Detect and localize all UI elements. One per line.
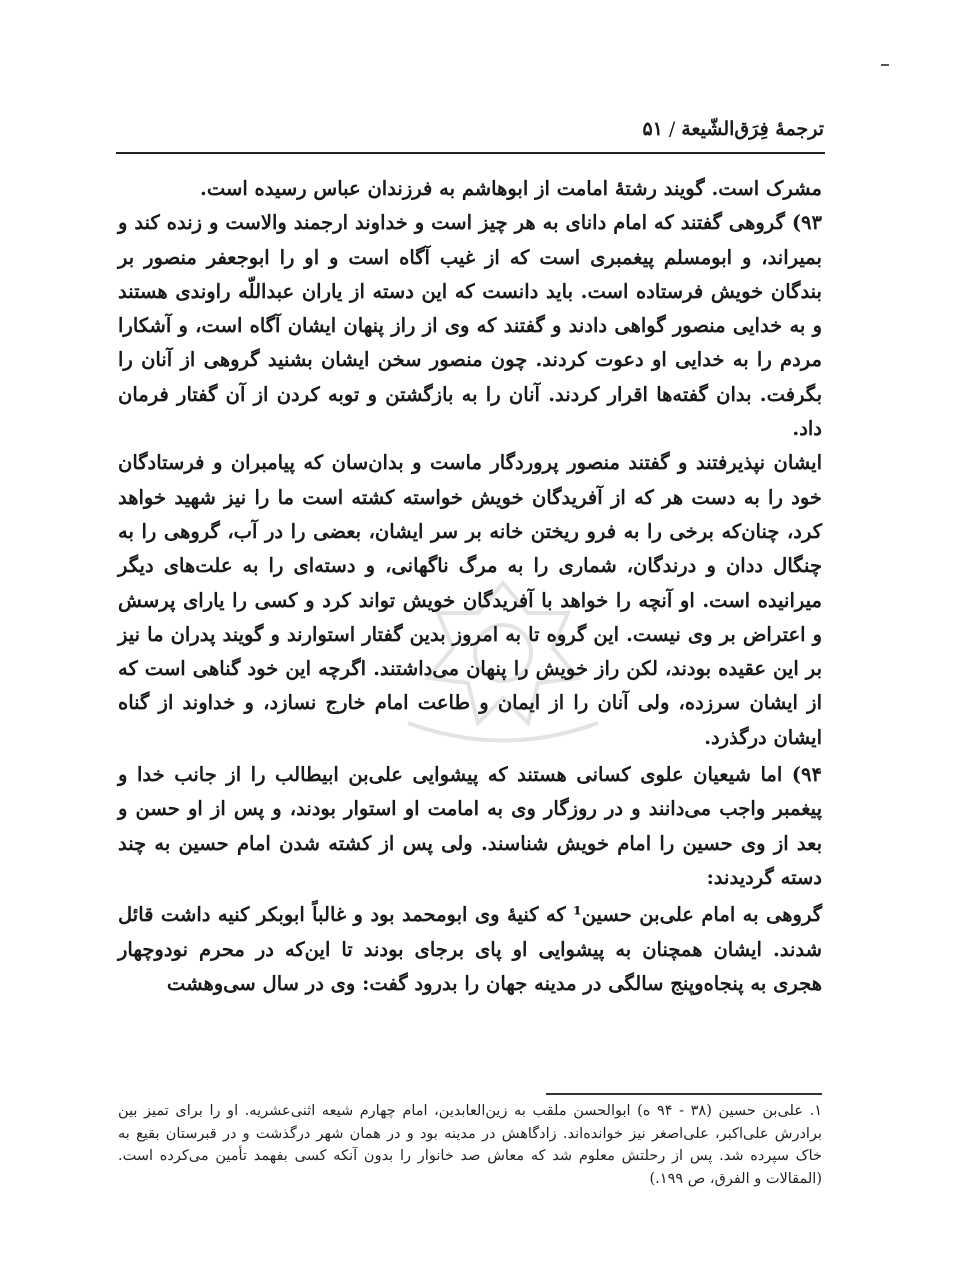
scan-mark	[881, 64, 889, 66]
paragraph: ۹۳) گروهی گفتند که امام دانای به هر چیز است و خداوند ارجمند والاست و زنده کند و بمیراند، و ابومسلم پیغمبری است که از غیب آگاه است و او را ابوجعفر منصور بر بندگان خویش فرستاده است. باید دانست که این دسته از یاران عبداللّه راوندی هستند و به خدایی منصور گواهی دادند و گفتند که وی از راز پنهان ایشان آگاه است، و آشکارا مردم را به خدایی او دعوت کردند. چون منصور سخن ایشان بشنید گروهی از آنان را بگرفت. بدان گفته‌ها اقرار کردند. آنان را به بازگشتن و توبه کردن از آن گفتار فرمان داد.	[118, 211, 822, 441]
header-separator: /	[668, 118, 676, 140]
footnote	[118, 1100, 822, 1190]
header-rule	[116, 152, 825, 154]
footnote-rule	[546, 1093, 822, 1095]
page-header	[132, 118, 824, 150]
page-number: ۵۱	[642, 118, 663, 140]
paragraph: مشرک است. گویند رشتهٔ امامت از ابوهاشم به فرزندان عباس رسیده است.	[200, 177, 822, 200]
footnote-text: ۱. علی‌بن حسین (۳۸ - ۹۴ ه) ابوالحسن ملقب به زین‌العابدین، امام چهارم شیعه اثنی‌عشریه. او را برای تمیز بین برادرش علی‌اکبر، علی‌اصغر نیز خوانده‌اند. زادگاهش در مدینه بود و در همان شهر درگذشت و در قبرستان بقیع به خاک سپرده شد. پس از رحلتش معلوم شد که معاش صد خانوار را بدون آنکه کسی بفهمد تأمین می‌کرده است. (المقالات و الفرق، ص ۱۹۹.)	[118, 1103, 822, 1187]
main-text	[118, 172, 822, 1001]
paragraph: ایشان نپذیرفتند و گفتند منصور پروردگار ماست و بدان‌سان که پیامبران و فرستادگان خود را به دست هر که از آفریدگان خویش خواسته کشته است ما را نیز شهید خواهد کرد، چنان‌که برخی را به فرو ریختن خانه بر سر ایشان، بعضی را در آب، گروهی را به چنگال ددان و درندگان، شماری را به مرگ ناگهانی، و دسته‌ای را به علت‌های دیگر میرانیده است. او آنچه را خواهد با آفریدگان خویش تواند کرد و کسی را یارای پرسش و اعتراض بر وی نیست. این گروه تا به امروز بدین گفتار استوارند و گویند پدران ما نیز بر این عقیده بودند، لکن راز خویش را پنهان می‌داشتند. اگرچه این خود گناهی است که از ایشان سرزده، ولی آنان را از ایمان و طاعت امام خارج نسازد، و خداوند از گناه ایشان درگذرد.	[118, 451, 822, 749]
book-title: ترجمهٔ فِرَق‌الشّیعة	[681, 118, 824, 140]
paragraph: ۹۴) اما شیعیان علوی کسانی هستند که پیشوایی علی‌بن ابیطالب را از جانب خدا و پیغمبر واجب می‌دانند و در روزگار وی به امامت او استوار بودند، و پس از او حسن و بعد از وی حسین را امام خویش شناسند. ولی پس از کشته شدن امام حسین به چند دسته گردیدند:	[118, 763, 822, 889]
paragraph: گروهی به امام علی‌بن حسین¹ که کنیهٔ وی ابومحمد بود و غالباً ابوبکر کنیه داشت قائل شدند. ایشان همچنان به پیشوایی او پای برجای بودند تا این‌که در محرم نودوچهار هجری به پنجاه‌وپنج سالگی در مدینه جهان را بدرود گفت: وی در سال سی‌وهشت	[118, 903, 822, 995]
